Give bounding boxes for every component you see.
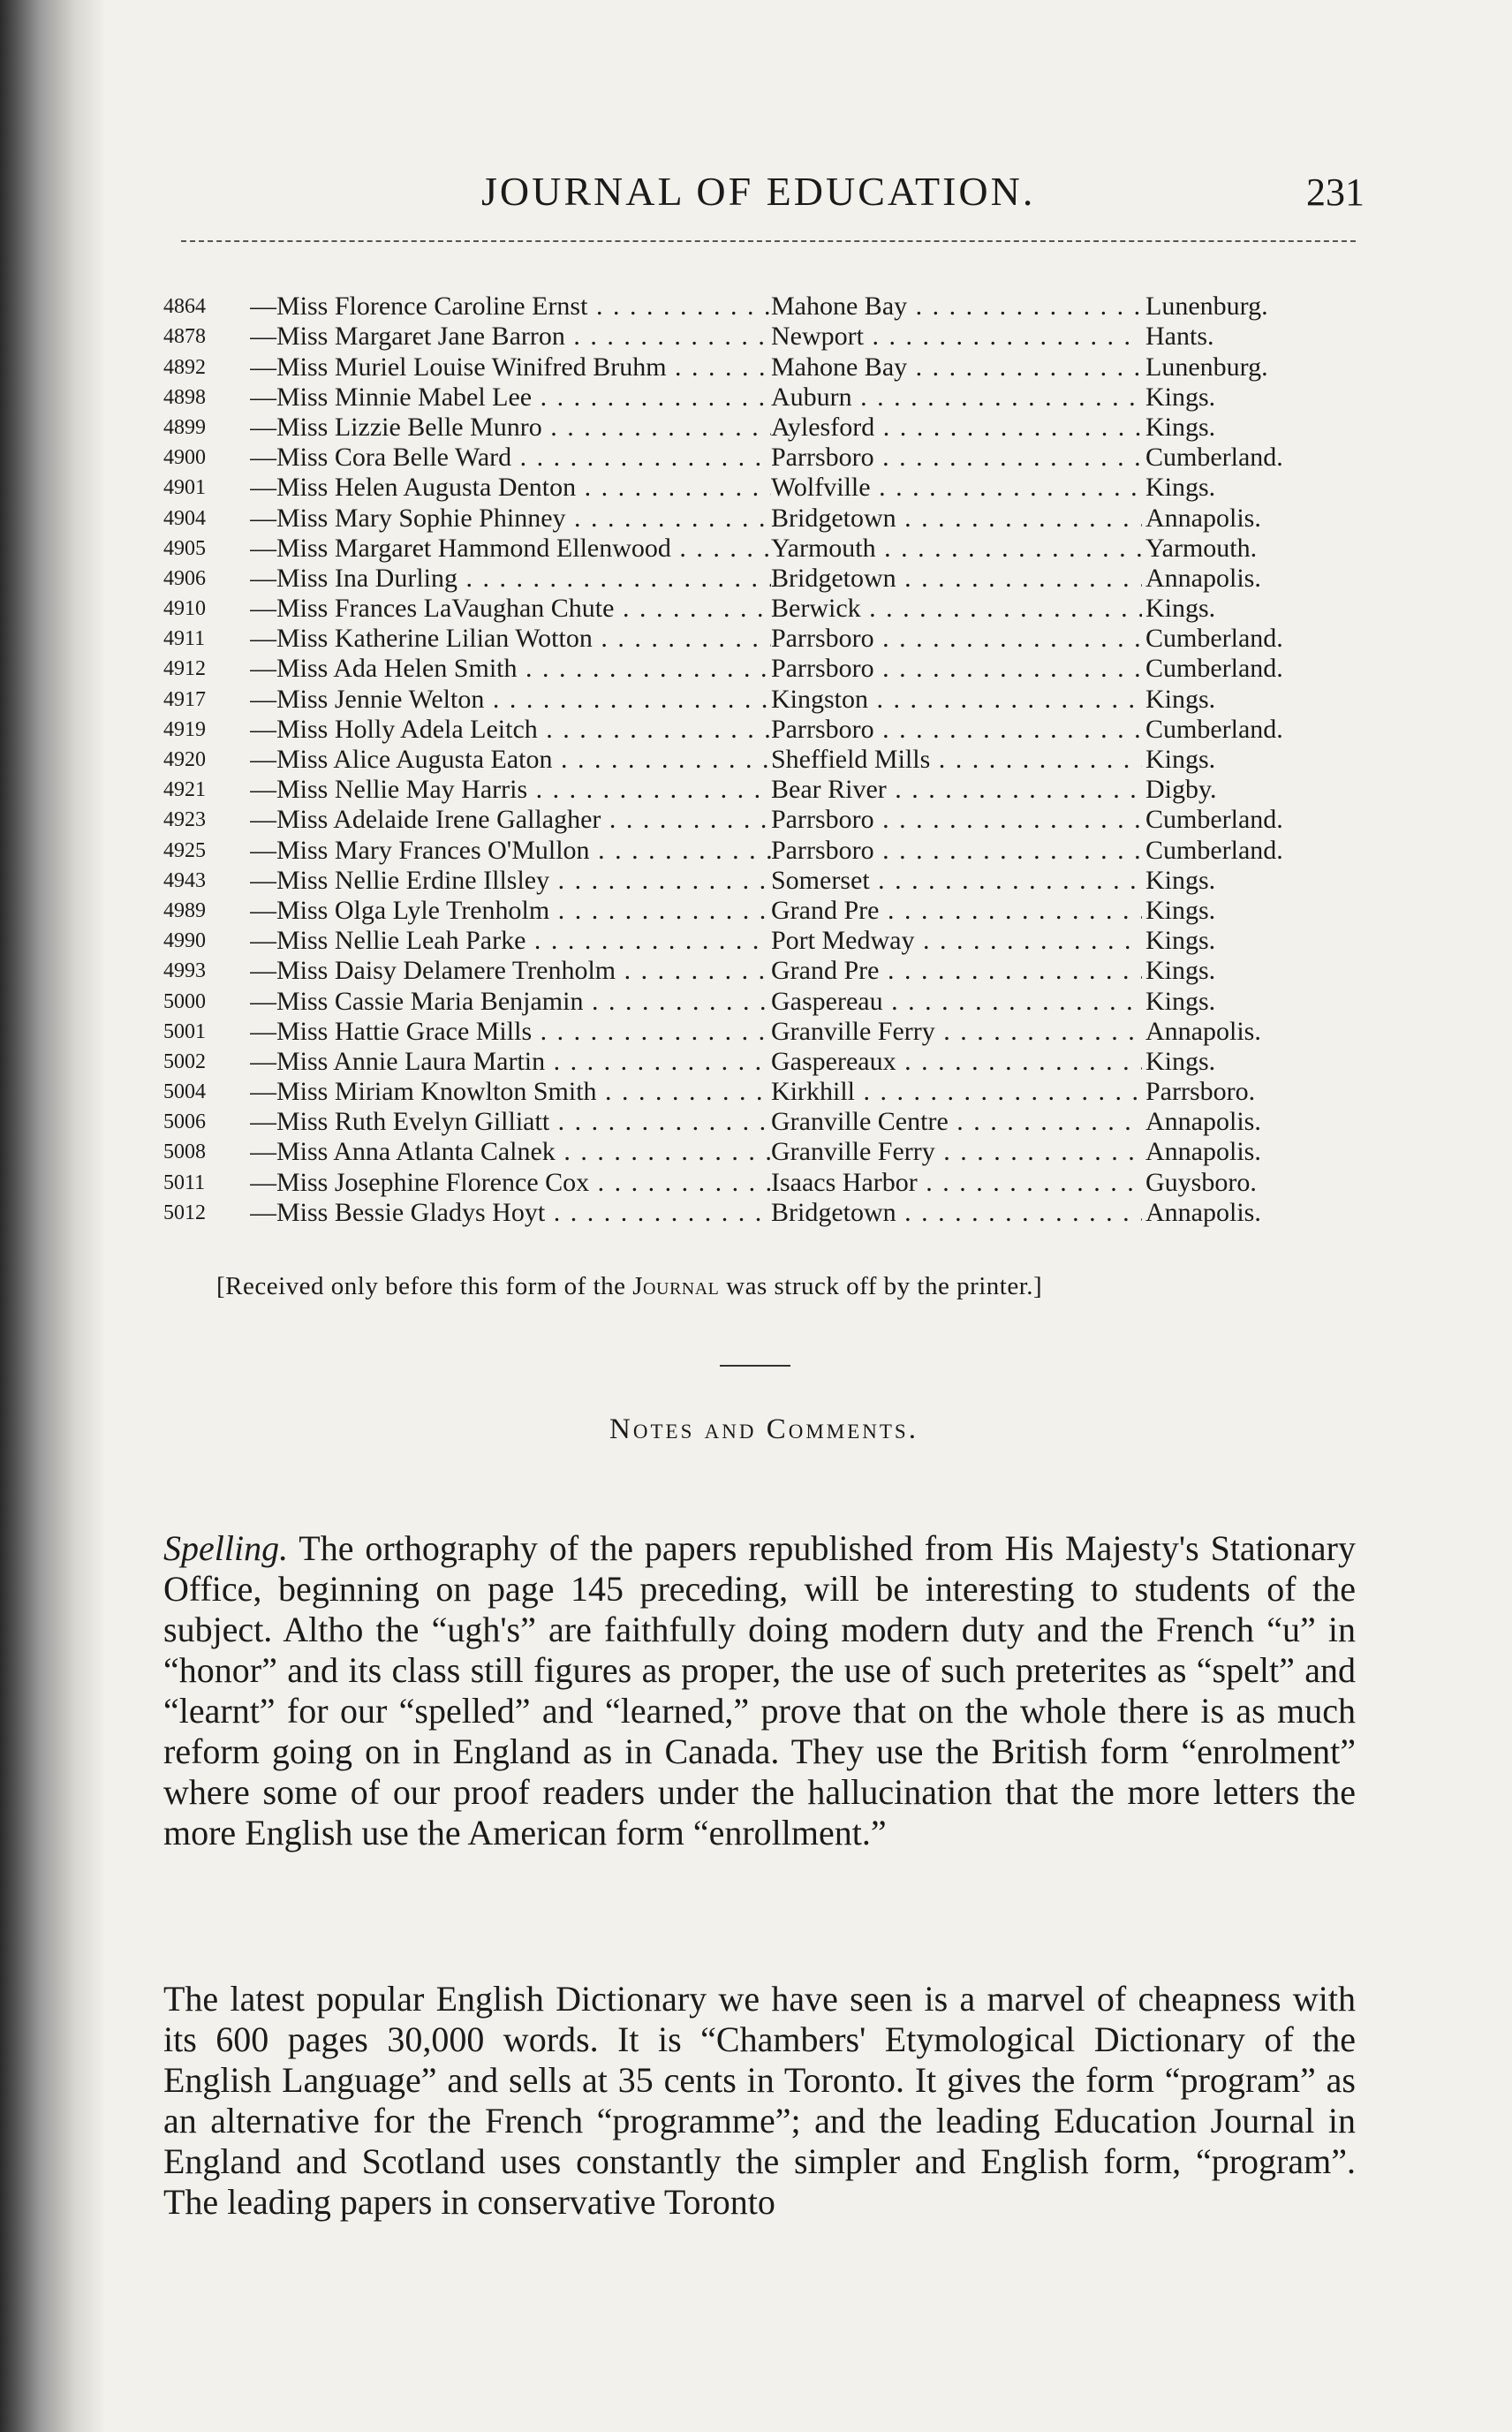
roster-county: Annapolis. bbox=[1145, 503, 1261, 533]
roster-town: Kirkhill . . . bbox=[771, 1077, 1142, 1107]
roster-name: —Miss Nellie May Harris . . . bbox=[250, 775, 771, 805]
roster-number: 4904 bbox=[163, 506, 206, 530]
roster-row bbox=[163, 292, 1347, 322]
roster-row bbox=[163, 926, 1347, 956]
roster-number: 4906 bbox=[163, 566, 206, 590]
roster-town: Aylesford . . . bbox=[771, 413, 1142, 443]
roster-row bbox=[163, 624, 1347, 654]
roster-name: —Miss Margaret Hammond Ellenwood . . . bbox=[250, 534, 771, 564]
journal-page bbox=[163, 0, 1365, 2432]
footnote-before: [Received only before this form of the bbox=[216, 1272, 633, 1300]
spelling-paragraph bbox=[163, 1528, 1356, 1853]
roster-row bbox=[163, 322, 1347, 352]
roster-name: —Miss Cora Belle Ward . . . bbox=[250, 443, 771, 473]
roster-name: —Miss Olga Lyle Trenholm . . . bbox=[250, 896, 771, 926]
roster-name: —Miss Katherine Lilian Wotton . . . bbox=[250, 624, 771, 654]
roster-row bbox=[163, 564, 1347, 594]
roster-name: —Miss Lizzie Belle Munro . . . bbox=[250, 413, 771, 443]
roster-county: Lunenburg. bbox=[1145, 292, 1268, 322]
roster-town: Sheffield Mills . . . bbox=[771, 745, 1142, 775]
roster-row bbox=[163, 896, 1347, 926]
roster-county: Hants. bbox=[1145, 322, 1214, 352]
roster-row bbox=[163, 1047, 1347, 1077]
roster-number: 4864 bbox=[163, 295, 206, 319]
roster-name: —Miss Helen Augusta Denton . . . bbox=[250, 473, 771, 503]
roster-row bbox=[163, 866, 1347, 896]
roster-number: 5001 bbox=[163, 1019, 206, 1043]
roster-name: —Miss Miriam Knowlton Smith . . . bbox=[250, 1077, 771, 1107]
roster-row bbox=[163, 1167, 1347, 1197]
roster-county: Parrsboro. bbox=[1145, 1077, 1256, 1107]
roster-town: Parrsboro . . . bbox=[771, 805, 1142, 835]
roster-county: Kings. bbox=[1145, 473, 1216, 503]
roster-number: 4920 bbox=[163, 748, 206, 771]
roster-row bbox=[163, 715, 1347, 745]
roster-county: Cumberland. bbox=[1145, 714, 1283, 744]
roster-number: 5002 bbox=[163, 1049, 206, 1073]
roster-row bbox=[163, 986, 1347, 1016]
roster-county: Kings. bbox=[1145, 986, 1216, 1016]
section-title: Notes and Comments. bbox=[609, 1413, 919, 1445]
roster-county: Kings. bbox=[1145, 684, 1216, 714]
roster-row bbox=[163, 1198, 1347, 1228]
footnote-journal: Journal bbox=[632, 1272, 720, 1300]
roster-county: Annapolis. bbox=[1145, 1107, 1261, 1137]
roster-number: 4921 bbox=[163, 778, 206, 802]
roster-town: Mahone Bay . . . bbox=[771, 352, 1142, 383]
roster-row bbox=[163, 745, 1347, 775]
footnote bbox=[216, 1272, 1347, 1301]
roster-row bbox=[163, 1107, 1347, 1137]
roster-name: —Miss Alice Augusta Eaton . . . bbox=[250, 745, 771, 775]
roster-town: Bridgetown . . . bbox=[771, 504, 1142, 534]
roster-row bbox=[163, 805, 1347, 835]
roster-name: —Miss Daisy Delamere Trenholm . . . bbox=[250, 956, 771, 986]
roster-county: Cumberland. bbox=[1145, 654, 1283, 684]
roster-number: 4919 bbox=[163, 717, 206, 741]
roster-town: Granville Ferry . . . bbox=[771, 1137, 1142, 1167]
spelling-lead: Spelling. bbox=[163, 1528, 289, 1568]
roster-number: 4925 bbox=[163, 838, 206, 862]
roster-name: —Miss Adelaide Irene Gallagher . . . bbox=[250, 805, 771, 835]
roster-county: Kings. bbox=[1145, 382, 1216, 412]
roster-town: Grand Pre . . . bbox=[771, 956, 1142, 986]
roster-town: Wolfville . . . bbox=[771, 473, 1142, 503]
roster-number: 4943 bbox=[163, 868, 206, 892]
roster-number: 4990 bbox=[163, 929, 206, 953]
roster-name: —Miss Nellie Leah Parke . . . bbox=[250, 926, 771, 956]
roster-town: Port Medway . . . bbox=[771, 926, 1142, 956]
roster-town: Granville Centre . . . bbox=[771, 1107, 1142, 1137]
roster-county: Kings. bbox=[1145, 926, 1216, 956]
roster-number: 4900 bbox=[163, 446, 206, 470]
roster-county: Yarmouth. bbox=[1145, 533, 1258, 563]
roster-town: Gaspereaux . . . bbox=[771, 1047, 1142, 1077]
roster-town: Auburn . . . bbox=[771, 383, 1142, 413]
graduate-roster bbox=[163, 292, 1347, 1228]
roster-number: 4878 bbox=[163, 325, 206, 349]
roster-number: 4898 bbox=[163, 385, 206, 409]
roster-town: Bridgetown . . . bbox=[771, 1198, 1142, 1228]
roster-name: —Miss Hattie Grace Mills . . . bbox=[250, 1017, 771, 1047]
roster-number: 4899 bbox=[163, 415, 206, 439]
roster-town: Bear River . . . bbox=[771, 775, 1142, 805]
roster-county: Cumberland. bbox=[1145, 443, 1283, 473]
roster-row bbox=[163, 383, 1347, 413]
roster-county: Annapolis. bbox=[1145, 1197, 1261, 1227]
roster-name: —Miss Holly Adela Leitch . . . bbox=[250, 715, 771, 745]
roster-row bbox=[163, 956, 1347, 986]
spelling-body: The orthography of the papers republished from His Majesty's Stationary Office, beginning on page 145 preceding, will be interesting to students of the subject. Altho the “ugh's” are faithfully doing modern duty and the French “u” in “honor” and its class still figures as proper, the use of such preterites as “spelt” and “learnt” for our “spelled” and “learned,” prove that on the whole there is as much reform going on in England as in Canada. They use the British form “enrolment” where some of our proof readers under the hallucination that the more letters the more English use the American form “enrollment.” bbox=[163, 1528, 1356, 1852]
roster-town: Parrsboro . . . bbox=[771, 624, 1142, 654]
roster-number: 4911 bbox=[163, 627, 206, 651]
roster-number: 4905 bbox=[163, 536, 206, 560]
roster-town: Parrsboro . . . bbox=[771, 443, 1142, 473]
roster-number: 5012 bbox=[163, 1201, 206, 1224]
roster-row bbox=[163, 1137, 1347, 1167]
roster-row bbox=[163, 534, 1347, 564]
dictionary-paragraph: The latest popular English Dictionary we have seen is a marvel of cheapness with its 600 pages 30,000 words. It is “Chambers' Etymological Dictionary of the English Language” and sells at 35 cents in Toronto. It gives the form “program” as an alternative for the French “programme”; and the leading Education Journal in England and Scotland uses constantly the simpler and English form, “program”. The leading papers in conservative Toronto bbox=[163, 1979, 1356, 2222]
roster-number: 4912 bbox=[163, 657, 206, 681]
roster-town: Yarmouth . . . bbox=[771, 534, 1142, 564]
roster-name: —Miss Cassie Maria Benjamin . . . bbox=[250, 987, 771, 1017]
roster-county: Kings. bbox=[1145, 895, 1216, 925]
footnote-after: was struck off by the printer.] bbox=[719, 1272, 1043, 1300]
roster-number: 4917 bbox=[163, 687, 206, 711]
running-head bbox=[163, 168, 1365, 230]
roster-town: Parrsboro . . . bbox=[771, 654, 1142, 684]
roster-town: Parrsboro . . . bbox=[771, 715, 1142, 745]
roster-town: Parrsboro . . . bbox=[771, 836, 1142, 866]
roster-county: Cumberland. bbox=[1145, 624, 1283, 654]
roster-name: —Miss Frances LaVaughan Chute . . . bbox=[250, 594, 771, 624]
roster-town: Grand Pre . . . bbox=[771, 896, 1142, 926]
roster-town: Mahone Bay . . . bbox=[771, 292, 1142, 322]
header-rule bbox=[181, 240, 1356, 242]
roster-name: —Miss Florence Caroline Ernst . . . bbox=[250, 292, 771, 322]
roster-row bbox=[163, 352, 1347, 382]
scan-shadow-edge bbox=[0, 0, 106, 2432]
roster-number: 4993 bbox=[163, 959, 206, 983]
roster-county: Digby. bbox=[1145, 775, 1217, 805]
roster-county: Kings. bbox=[1145, 956, 1216, 986]
roster-county: Annapolis. bbox=[1145, 1016, 1261, 1046]
roster-number: 4892 bbox=[163, 355, 206, 379]
roster-number: 5008 bbox=[163, 1140, 206, 1164]
roster-town: Granville Ferry . . . bbox=[771, 1017, 1142, 1047]
roster-number: 4901 bbox=[163, 476, 206, 500]
roster-town: Berwick . . . bbox=[771, 594, 1142, 624]
roster-town: Kingston . . . bbox=[771, 685, 1142, 715]
roster-name: —Miss Bessie Gladys Hoyt . . . bbox=[250, 1198, 771, 1228]
roster-county: Kings. bbox=[1145, 865, 1216, 895]
roster-name: —Miss Annie Laura Martin . . . bbox=[250, 1047, 771, 1077]
roster-county: Lunenburg. bbox=[1145, 352, 1268, 382]
roster-row bbox=[163, 473, 1347, 503]
roster-row bbox=[163, 503, 1347, 533]
roster-name: —Miss Ina Durling . . . bbox=[250, 564, 771, 594]
roster-county: Guysboro. bbox=[1145, 1167, 1257, 1197]
roster-county: Kings. bbox=[1145, 1046, 1216, 1076]
roster-number: 5006 bbox=[163, 1110, 206, 1134]
roster-row bbox=[163, 684, 1347, 714]
roster-number: 4989 bbox=[163, 898, 206, 922]
roster-county: Kings. bbox=[1145, 412, 1216, 442]
roster-row bbox=[163, 1077, 1347, 1107]
roster-name: —Miss Margaret Jane Barron . . . bbox=[250, 322, 771, 352]
roster-number: 4923 bbox=[163, 808, 206, 832]
section-divider bbox=[720, 1365, 790, 1367]
roster-county: Annapolis. bbox=[1145, 1137, 1261, 1167]
roster-county: Cumberland. bbox=[1145, 805, 1283, 835]
roster-county: Cumberland. bbox=[1145, 835, 1283, 865]
roster-row bbox=[163, 775, 1347, 805]
roster-name: —Miss Nellie Erdine Illsley . . . bbox=[250, 866, 771, 896]
roster-name: —Miss Ruth Evelyn Gilliatt . . . bbox=[250, 1107, 771, 1137]
roster-row bbox=[163, 1017, 1347, 1047]
roster-row bbox=[163, 594, 1347, 624]
roster-row bbox=[163, 654, 1347, 684]
roster-number: 4910 bbox=[163, 597, 206, 621]
roster-number: 5000 bbox=[163, 989, 206, 1013]
roster-row bbox=[163, 443, 1347, 473]
roster-town: Isaacs Harbor . . . bbox=[771, 1168, 1142, 1198]
roster-town: Gaspereau . . . bbox=[771, 987, 1142, 1017]
roster-name: —Miss Jennie Welton . . . bbox=[250, 685, 771, 715]
roster-county: Annapolis. bbox=[1145, 563, 1261, 593]
roster-name: —Miss Ada Helen Smith . . . bbox=[250, 654, 771, 684]
roster-town: Bridgetown . . . bbox=[771, 564, 1142, 594]
roster-town: Newport . . . bbox=[771, 322, 1142, 352]
roster-name: —Miss Josephine Florence Cox . . . bbox=[250, 1168, 771, 1198]
roster-county: Kings. bbox=[1145, 745, 1216, 774]
roster-name: —Miss Mary Sophie Phinney . . . bbox=[250, 504, 771, 534]
page-number: 231 bbox=[1306, 170, 1365, 214]
roster-number: 5011 bbox=[163, 1171, 206, 1194]
roster-name: —Miss Anna Atlanta Calnek . . . bbox=[250, 1137, 771, 1167]
roster-name: —Miss Muriel Louise Winifred Bruhm . . . bbox=[250, 352, 771, 383]
roster-name: —Miss Minnie Mabel Lee . . . bbox=[250, 383, 771, 413]
roster-county: Kings. bbox=[1145, 594, 1216, 624]
roster-row bbox=[163, 835, 1347, 865]
journal-title: JOURNAL OF EDUCATION. bbox=[481, 169, 1036, 214]
roster-name: —Miss Mary Frances O'Mullon . . . bbox=[250, 836, 771, 866]
roster-town: Somerset . . . bbox=[771, 866, 1142, 896]
roster-row bbox=[163, 413, 1347, 443]
roster-number: 5004 bbox=[163, 1080, 206, 1104]
